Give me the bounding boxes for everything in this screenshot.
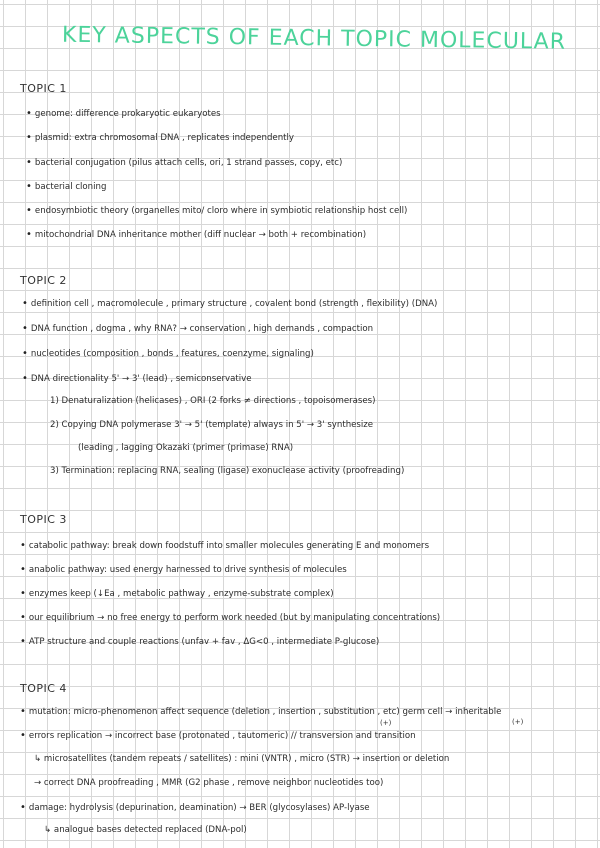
topic-1-line-4: • bacterial cloning [26, 181, 106, 193]
topic-1-line-6: • mitochondrial DNA inheritance mother (diff nuclear → both + recombination) [26, 229, 366, 241]
topic-2-line-3: • nucleotides (composition , bonds , features, coenzyme, signaling) [22, 348, 314, 360]
topic-2-step-2: 2) Copying DNA polymerase 3' → 5' (template) always in 5' → 3' synthesize [50, 420, 374, 430]
topic-2-step-1: 1) Denaturalization (helicases) , ORI (2 forks ≠ directions , topoisomerases) [50, 396, 376, 406]
topic-1-line-2: • plasmid: extra chromosomal DNA , replicates independently [26, 132, 294, 144]
topic-3-line-3: • enzymes keep (↓Ea , metabolic pathway , enzyme-substrate complex) [20, 588, 334, 600]
topic-3-line-1: • catabolic pathway: break down foodstuff into smaller molecules generating E and monomers [20, 540, 429, 552]
topic-3-heading: TOPIC 3 [20, 513, 67, 526]
topic-4-line-5: • damage: hydrolysis (depurination, deamination) → BER (glycosylases) AP-lyase [20, 802, 370, 814]
topic-1-line-5: • endosymbiotic theory (organelles mito/ cloro where in symbiotic relationship host cell) [26, 205, 407, 217]
transition-mark: (+) [512, 718, 524, 726]
transversion-mark: (+) [380, 719, 392, 727]
topic-1-line-3: • bacterial conjugation (pilus attach cells, ori, 1 strand passes, copy, etc) [26, 157, 342, 169]
topic-3-line-2: • anabolic pathway: used energy harnessed to drive synthesis of molecules [20, 564, 347, 576]
topic-1-heading: TOPIC 1 [20, 82, 67, 95]
topic-4-line-1: • mutation: micro-phenomenon affect sequence (deletion , insertion , substitution , etc) germ cell → inheritable [20, 706, 501, 718]
topic-2-line-2: • DNA function , dogma , why RNA? → conservation , high demands , compaction [22, 323, 373, 335]
topic-3-line-5: • ATP structure and couple reactions (unfav + fav , ΔG<0 , intermediate P-glucose) [20, 636, 379, 648]
topic-4-heading: TOPIC 4 [20, 682, 67, 695]
topic-4-line-2: • errors replication → incorrect base (protonated , tautomeric) // transversion and transition [20, 730, 416, 742]
topic-1-line-1: • genome: difference prokaryotic eukaryotes [26, 108, 221, 120]
topic-2-line-1: • definition cell , macromolecule , primary structure , covalent bond (strength , flexibility) (DNA) [22, 298, 437, 310]
page-title: KEY ASPECTS OF EACH TOPIC MOLECULAR [61, 22, 567, 55]
topic-3-line-4: • our equilibrium → no free energy to perform work needed (but by manipulating concentrations) [20, 612, 440, 624]
topic-2-line-4: • DNA directionality 5' → 3' (lead) , semiconservative [22, 373, 252, 385]
topic-4-line-6: ↳ analogue bases detected replaced (DNA-pol) [44, 825, 247, 835]
topic-2-step-3: 3) Termination: replacing RNA, sealing (ligase) exonuclease activity (proofreading) [50, 466, 405, 476]
topic-4-line-3: ↳ microsatellites (tandem repeats / satellites) : mini (VNTR) , micro (STR) → insertion or deletion [34, 754, 450, 764]
topic-2-heading: TOPIC 2 [20, 274, 67, 287]
topic-4-line-4: → correct DNA proofreading , MMR (G2 phase , remove neighbor nucleotides too) [34, 778, 384, 788]
topic-2-step-2-cont: (leading , lagging Okazaki (primer (primase) RNA) [78, 443, 294, 453]
